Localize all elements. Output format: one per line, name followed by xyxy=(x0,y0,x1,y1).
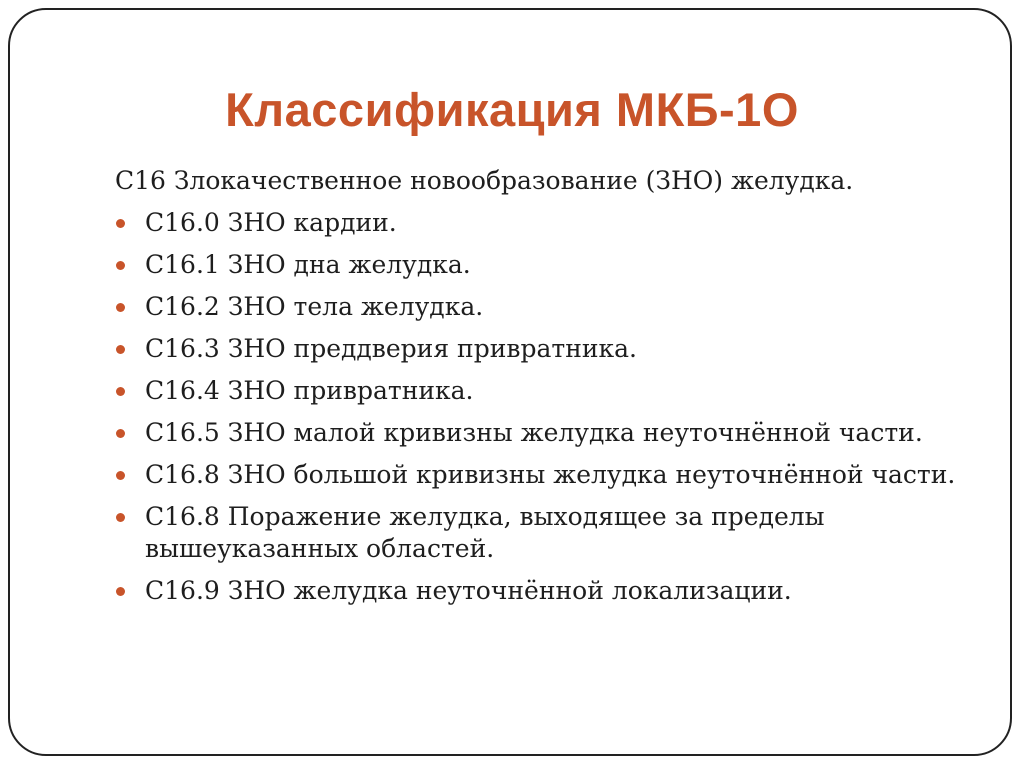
list-item xyxy=(108,375,968,407)
slide-title: Классификация МКБ-1О xyxy=(225,83,799,136)
bullet-icon xyxy=(116,429,125,438)
bullet-icon xyxy=(116,513,125,522)
list-item-text: C16.9 ЗНО желудка неуточнённой локализации. xyxy=(145,576,792,605)
list-item xyxy=(108,291,968,323)
bullet-icon xyxy=(116,261,125,270)
list-item xyxy=(108,333,968,365)
list-item xyxy=(108,501,968,565)
list-item-text: C16.8 ЗНО большой кривизны желудка неуточнённой части. xyxy=(145,460,956,489)
list-item xyxy=(108,575,968,607)
bullet-icon xyxy=(116,219,125,228)
list-item xyxy=(108,417,968,449)
bullet-icon xyxy=(116,303,125,312)
list-item-text: C16.8 Поражение желудка, выходящее за пределы вышеуказанных областей. xyxy=(145,502,825,563)
list-item-text: C16.0 ЗНО кардии. xyxy=(145,208,397,237)
list-item xyxy=(108,207,968,239)
bullet-icon xyxy=(116,587,125,596)
bullet-icon xyxy=(116,345,125,354)
intro-text: C16 Злокачественное новообразование (ЗНО) желудка. xyxy=(115,166,854,195)
list-item-text: C16.4 ЗНО привратника. xyxy=(145,376,474,405)
bullet-icon xyxy=(116,387,125,396)
list-item-text: C16.1 ЗНО дна желудка. xyxy=(145,250,471,279)
list-item-text: C16.5 ЗНО малой кривизны желудка неуточнённой части. xyxy=(145,418,923,447)
slide-content xyxy=(108,165,968,617)
bullet-icon xyxy=(116,471,125,480)
list-item-text: C16.2 ЗНО тела желудка. xyxy=(145,292,484,321)
list-item-text: C16.3 ЗНО преддверия привратника. xyxy=(145,334,638,363)
bullet-list xyxy=(108,207,968,607)
list-item xyxy=(108,459,968,491)
list-item xyxy=(108,249,968,281)
